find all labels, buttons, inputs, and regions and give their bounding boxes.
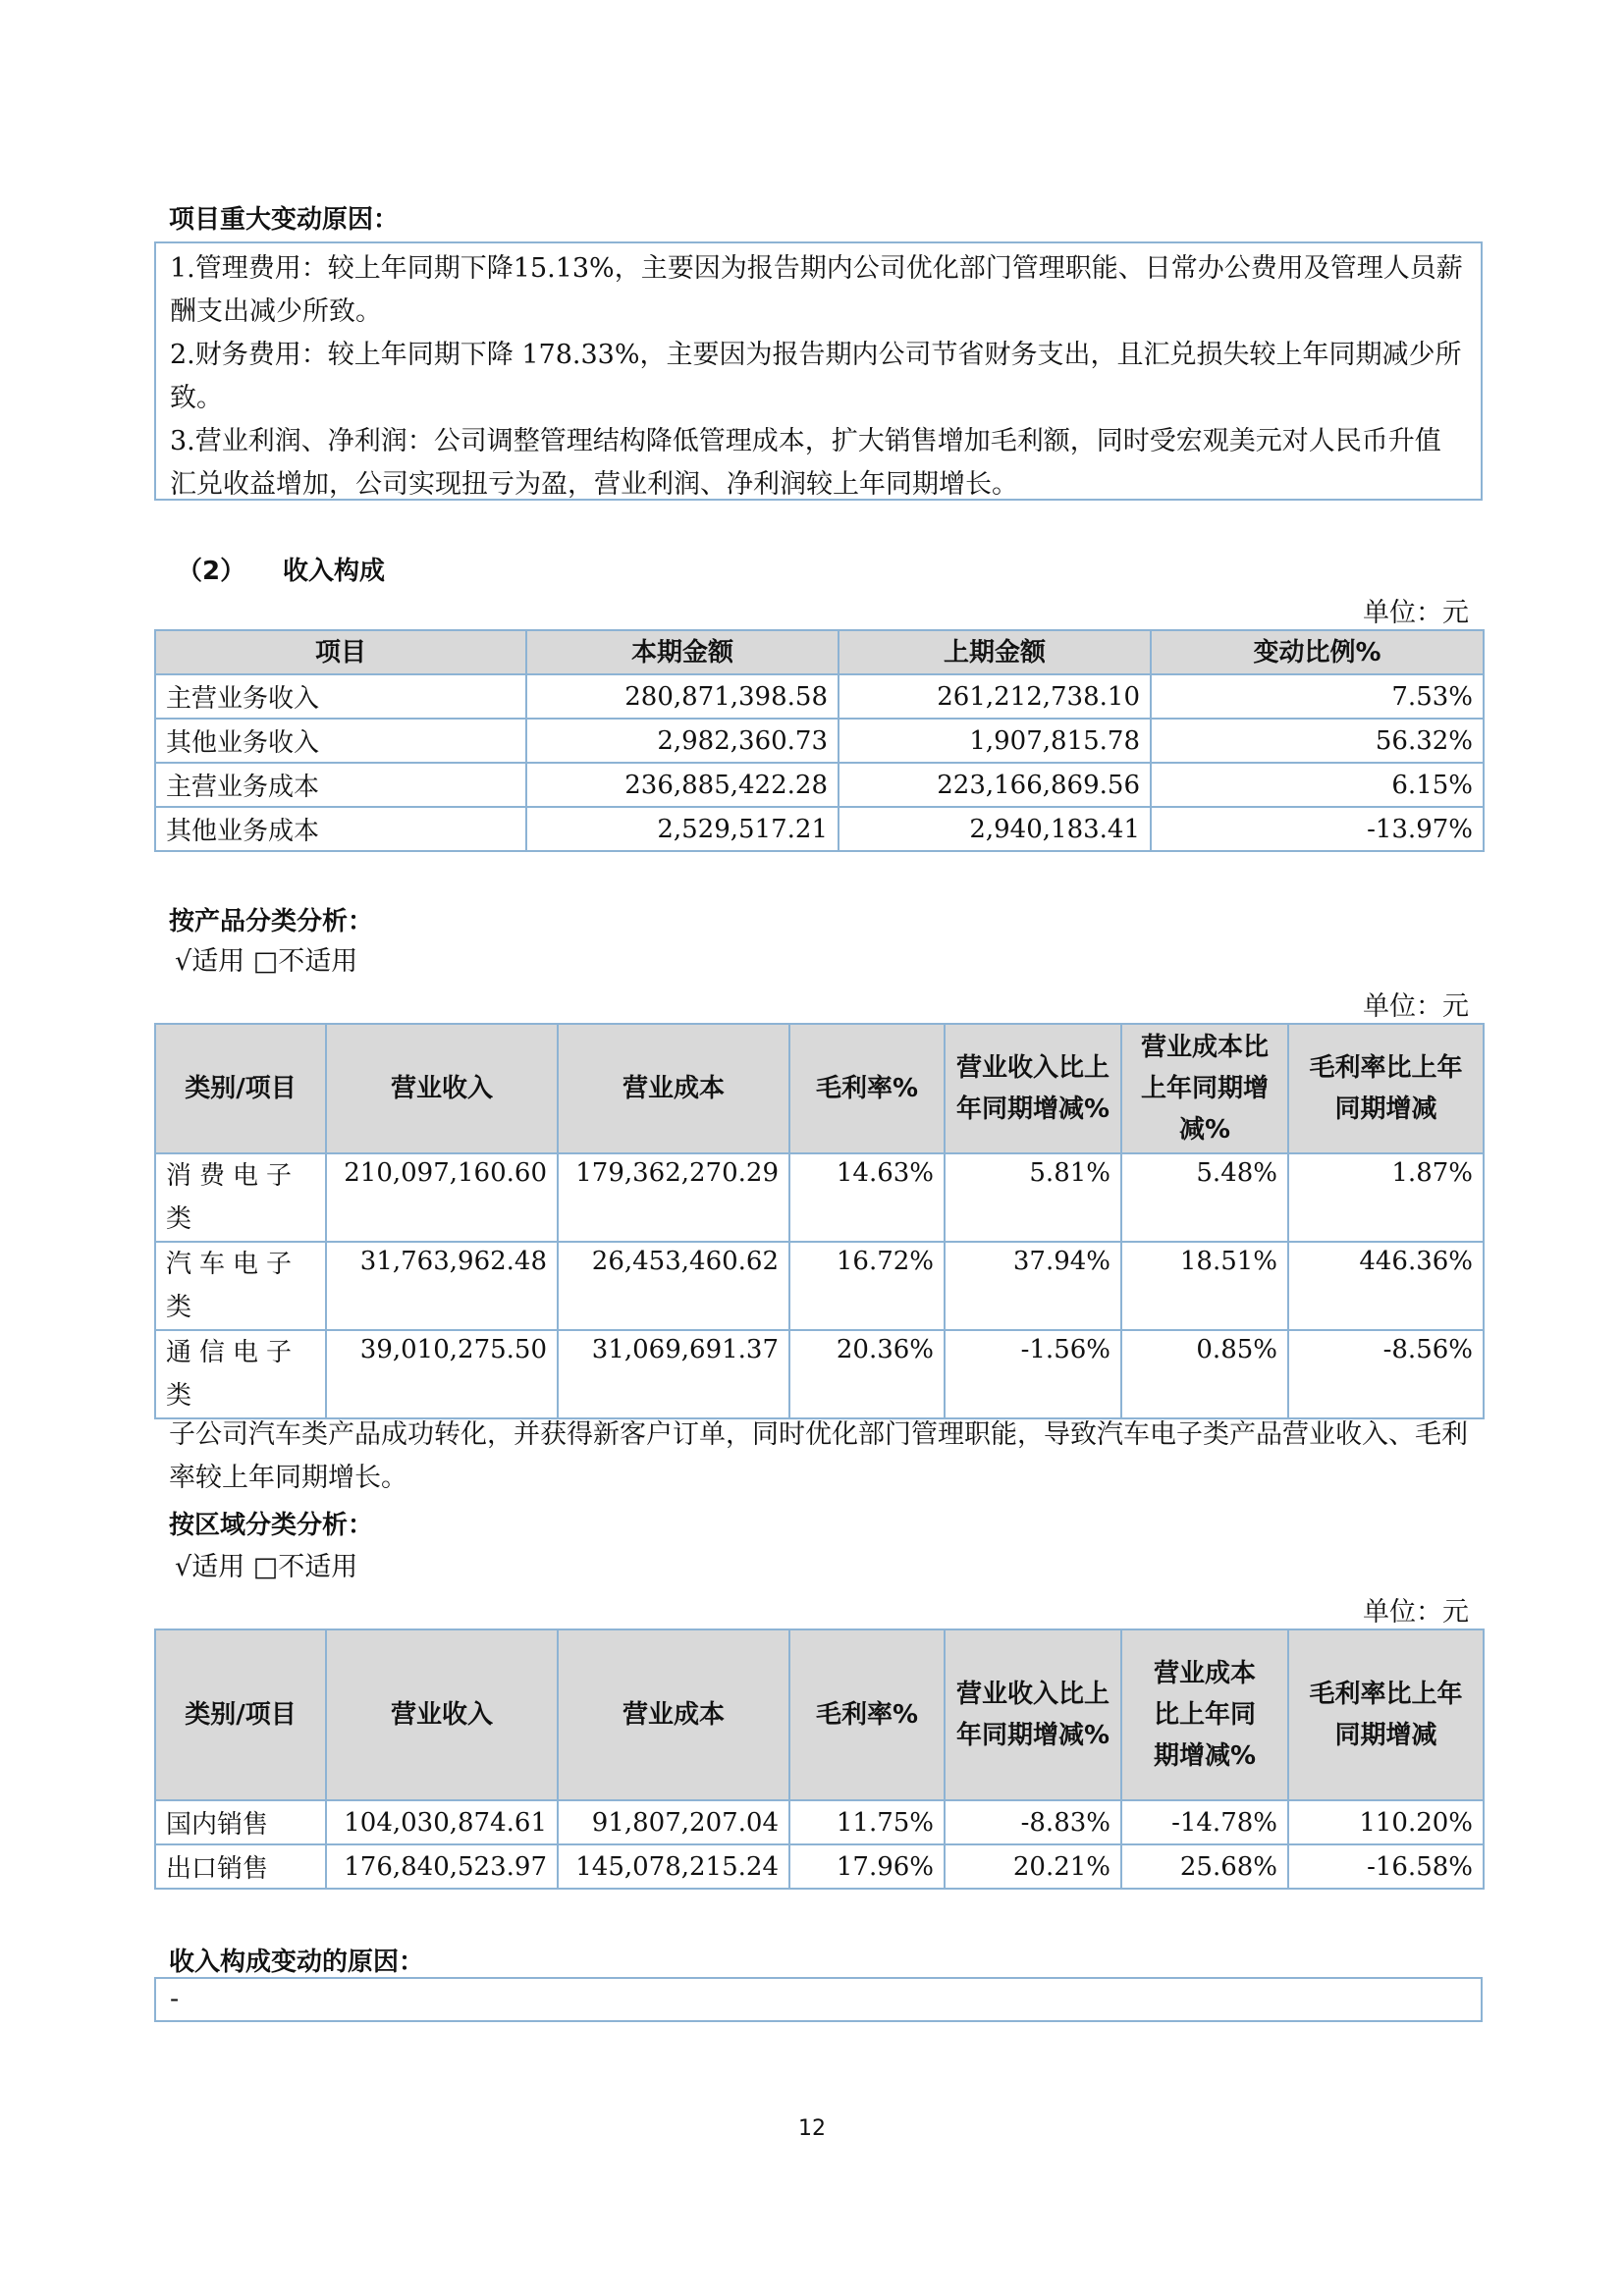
- income-item: 主营业务收入: [155, 674, 526, 719]
- region-table: [154, 1629, 1485, 1890]
- product-category: 汽车电子类: [155, 1242, 326, 1330]
- region-header-cell: 营业收入: [326, 1629, 558, 1800]
- reason-paragraph: 2.财务费用：较上年同期下降 178.33%，主要因为报告期内公司节省财务支出，且汇兑损失较上年同期减少所致。: [170, 340, 1462, 413]
- product-revenue-change: 37.94%: [945, 1242, 1121, 1330]
- table-row: [155, 1153, 1484, 1242]
- income-previous: 1,907,815.78: [839, 719, 1151, 763]
- income-change: 6.15%: [1151, 763, 1484, 807]
- income-header-row: [155, 630, 1484, 674]
- region-category: 出口销售: [155, 1844, 326, 1889]
- product-header-cell: 毛利率比上年同期增减: [1288, 1024, 1484, 1153]
- region-unit: 单位：元: [1363, 1597, 1469, 1628]
- product-revenue-change: -1.56%: [945, 1330, 1121, 1418]
- region-cost: 145,078,215.24: [558, 1844, 789, 1889]
- table-row: [155, 1330, 1484, 1418]
- income-table: [154, 629, 1485, 852]
- region-revenue-change: -8.83%: [945, 1800, 1121, 1844]
- product-section-title: 按产品分类分析：: [169, 907, 374, 936]
- product-cost-change: 5.48%: [1121, 1153, 1288, 1242]
- product-revenue: 210,097,160.60: [326, 1153, 558, 1242]
- reasons-title: 项目重大变动原因：: [169, 205, 400, 235]
- product-note: 子公司汽车类产品成功转化，并获得新客户订单，同时优化部门管理职能，导致汽车电子类产品营业收入、毛利率较上年同期增长。: [169, 1419, 1468, 1493]
- region-header-cell: 毛利率%: [789, 1629, 945, 1800]
- change-reason-content: -: [170, 1984, 180, 2014]
- product-cost: 31,069,691.37: [558, 1330, 789, 1418]
- income-change: 56.32%: [1151, 719, 1484, 763]
- income-current: 280,871,398.58: [526, 674, 839, 719]
- region-header-cell: 毛利率比上年同期增减: [1288, 1629, 1484, 1800]
- product-revenue: 39,010,275.50: [326, 1330, 558, 1418]
- table-row: [155, 1242, 1484, 1330]
- product-margin-change: 1.87%: [1288, 1153, 1484, 1242]
- table-row: [155, 763, 1484, 807]
- product-margin: 16.72%: [789, 1242, 945, 1330]
- region-category: 国内销售: [155, 1800, 326, 1844]
- income-previous: 261,212,738.10: [839, 674, 1151, 719]
- product-category: 通信电子类: [155, 1330, 326, 1418]
- income-current: 236,885,422.28: [526, 763, 839, 807]
- change-reason-title: 收入构成变动的原因：: [169, 1948, 425, 1977]
- region-cost-change: -14.78%: [1121, 1800, 1288, 1844]
- table-row: [155, 1844, 1484, 1889]
- region-revenue: 176,840,523.97: [326, 1844, 558, 1889]
- income-item: 其他业务收入: [155, 719, 526, 763]
- product-margin-change: 446.36%: [1288, 1242, 1484, 1330]
- page-number: 12: [798, 2116, 826, 2141]
- product-header-cell: 营业收入比上年同期增减%: [945, 1024, 1121, 1153]
- region-cost-change: 25.68%: [1121, 1844, 1288, 1889]
- region-header-cell: 营业成本比上年同期增减%: [1121, 1629, 1288, 1800]
- income-change: 7.53%: [1151, 674, 1484, 719]
- region-margin: 11.75%: [789, 1800, 945, 1844]
- income-previous: 2,940,183.41: [839, 807, 1151, 851]
- reasons-box: [154, 241, 1483, 501]
- region-header-cell: 营业收入比上年同期增减%: [945, 1629, 1121, 1800]
- reason-paragraph: 1.管理费用：较上年同期下降15.13%，主要因为报告期内公司优化部门管理职能、日常办公费用及管理人员薪酬支出减少所致。: [170, 253, 1463, 327]
- region-margin-change: -16.58%: [1288, 1844, 1484, 1889]
- product-margin-change: -8.56%: [1288, 1330, 1484, 1418]
- product-table: [154, 1023, 1485, 1419]
- income-item: 主营业务成本: [155, 763, 526, 807]
- product-cost: 26,453,460.62: [558, 1242, 789, 1330]
- region-applicable: √适用 □不适用: [175, 1552, 358, 1582]
- product-revenue: 31,763,962.48: [326, 1242, 558, 1330]
- product-cost-change: 18.51%: [1121, 1242, 1288, 1330]
- table-row: [155, 674, 1484, 719]
- region-revenue: 104,030,874.61: [326, 1800, 558, 1844]
- income-header-cell: 变动比例%: [1151, 630, 1484, 674]
- change-reason-box: [154, 1977, 1483, 2022]
- product-header-row: [155, 1024, 1484, 1153]
- product-category: 消费电子类: [155, 1153, 326, 1242]
- table-row: [155, 1800, 1484, 1844]
- product-applicable: √适用 □不适用: [175, 946, 358, 977]
- region-section-title: 按区域分类分析：: [169, 1511, 374, 1540]
- income-item: 其他业务成本: [155, 807, 526, 851]
- income-current: 2,529,517.21: [526, 807, 839, 851]
- product-revenue-change: 5.81%: [945, 1153, 1121, 1242]
- region-header-cell: 营业成本: [558, 1629, 789, 1800]
- region-header-cell: 类别/项目: [155, 1629, 326, 1800]
- income-change: -13.97%: [1151, 807, 1484, 851]
- income-section-number: （2）: [177, 557, 246, 586]
- table-row: [155, 719, 1484, 763]
- income-section-title: 收入构成: [283, 557, 386, 586]
- product-cost: 179,362,270.29: [558, 1153, 789, 1242]
- product-cost-change: 0.85%: [1121, 1330, 1288, 1418]
- product-margin: 20.36%: [789, 1330, 945, 1418]
- region-margin: 17.96%: [789, 1844, 945, 1889]
- region-header-row: [155, 1629, 1484, 1800]
- product-header-cell: 营业成本比上年同期增减%: [1121, 1024, 1288, 1153]
- income-previous: 223,166,869.56: [839, 763, 1151, 807]
- product-header-cell: 毛利率%: [789, 1024, 945, 1153]
- product-header-cell: 营业成本: [558, 1024, 789, 1153]
- income-unit: 单位：元: [1363, 598, 1469, 628]
- product-header-cell: 类别/项目: [155, 1024, 326, 1153]
- region-cost: 91,807,207.04: [558, 1800, 789, 1844]
- product-margin: 14.63%: [789, 1153, 945, 1242]
- region-revenue-change: 20.21%: [945, 1844, 1121, 1889]
- reason-paragraph: 3.营业利润、净利润：公司调整管理结构降低管理成本，扩大销售增加毛利额，同时受宏观美元对人民币升值汇兑收益增加，公司实现扭亏为盈，营业利润、净利润较上年同期增长。: [170, 426, 1441, 500]
- table-row: [155, 807, 1484, 851]
- income-current: 2,982,360.73: [526, 719, 839, 763]
- region-margin-change: 110.20%: [1288, 1800, 1484, 1844]
- income-header-cell: 项目: [155, 630, 526, 674]
- income-header-cell: 上期金额: [839, 630, 1151, 674]
- income-header-cell: 本期金额: [526, 630, 839, 674]
- product-header-cell: 营业收入: [326, 1024, 558, 1153]
- product-unit: 单位：元: [1363, 991, 1469, 1022]
